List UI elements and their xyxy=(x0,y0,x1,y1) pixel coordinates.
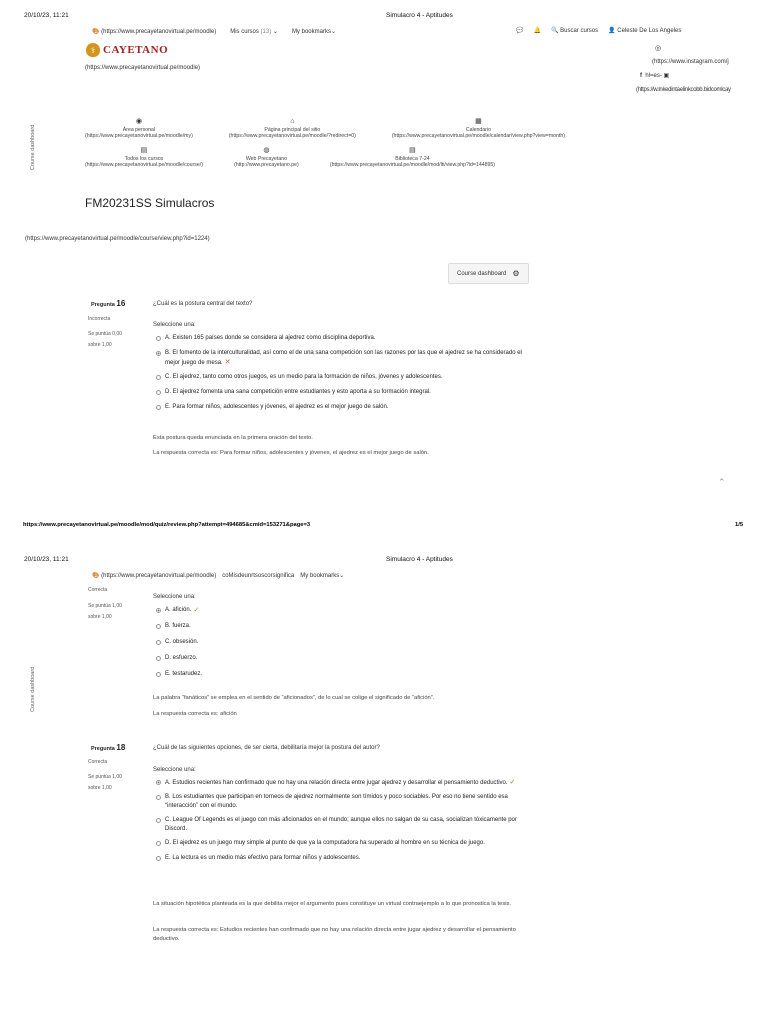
print-footer-url: https://www.precayetanovirtual.pe/moodle/mod/quiz/review.php?attempt=494685&cmid=153271&page=3 xyxy=(23,522,311,528)
chevron-down-icon: ⌄ xyxy=(330,29,336,35)
q16-option-a[interactable]: A. Existen 165 países donde se considera al ajedrez como disciplina deportiva. xyxy=(156,334,536,343)
logo-url: (https://www.precayetanovirtual.pe/moodle) xyxy=(85,65,201,71)
course-dashboard-sidebar-label-2[interactable]: Course dashboard xyxy=(30,666,36,712)
top-navbar-2 xyxy=(92,572,344,579)
radio-button-selected[interactable] xyxy=(156,351,161,356)
q18-options xyxy=(156,778,536,863)
q17-options xyxy=(156,606,536,679)
course-dashboard-sidebar-label[interactable]: Course dashboard xyxy=(30,124,36,170)
overlapping-social-urls[interactable]: (https://w.lnkedintaelinkcobb.bidcomlcay xyxy=(636,87,731,93)
nav-web-precayetano[interactable]: ◍ Web Precayetano (http://www.precayetano.pe) xyxy=(234,147,299,168)
q18-option-b[interactable]: B. Los estudiantes que participan en torneos de ajedrez normalmente son tímidos y poco sociables. Por eso no tiene sentido esa “interacción” con el mundo. xyxy=(156,793,528,811)
q17-option-c[interactable]: C. obsesión. xyxy=(156,638,536,647)
library-icon: ▤ xyxy=(409,147,416,154)
q16-number: Pregunta 16 xyxy=(91,299,126,308)
q18-option-e[interactable]: E. La lectura es un medio más efectivo para formar niños y adolescentes. xyxy=(156,854,536,863)
dashboard-icon: ◉ xyxy=(135,118,142,125)
instagram-icon[interactable]: ◎ xyxy=(655,45,662,52)
radio-button[interactable] xyxy=(156,656,161,661)
q18-feedback: La situación hipotética planteada es la que debilita mejor el argumento pues constituye un virtual contraejemplo a lo que pronostica la tesis. xyxy=(153,901,512,907)
q18-score-2: sobre 1,00 xyxy=(88,785,112,791)
bell-icon[interactable]: 🔔 xyxy=(533,28,541,34)
q18-option-a[interactable]: A. Estudios recientes han confirmado que no hay una relación directa entre jugar ajedrez y desarrollar el pensamiento deductivo. ✓ xyxy=(156,778,528,788)
nav-area-personal[interactable]: ◉ Área personal (https://www.precayetanovirtual.pe/moodle/my) xyxy=(85,118,193,139)
print-page-number: 1/5 xyxy=(735,522,744,528)
q16-correct-answer: La respuesta correcta es: Para formar niños, adolescentes y jóvenes, el ajedrez es el mejor juego de salón. xyxy=(153,450,429,456)
site-logo[interactable]: ⚕ CAYETANO xyxy=(86,43,168,57)
messages-icon[interactable]: 💬 xyxy=(516,28,524,34)
calendar-icon: ▦ xyxy=(475,118,482,125)
q17-score-1: Se puntúa 1,00 xyxy=(88,603,122,609)
q18-number: Pregunta 18 xyxy=(91,743,126,752)
radio-button[interactable] xyxy=(156,390,161,395)
radio-button-selected[interactable] xyxy=(156,780,161,785)
q18-status: Correcta xyxy=(88,759,108,765)
palette-icon: 🎨 xyxy=(92,29,100,35)
q16-score-2: sobre 1,00 xyxy=(88,342,112,348)
radio-button[interactable] xyxy=(156,375,161,380)
q18-option-c[interactable]: C. League Of Legends es el juego con más aficionados en el mundo; aunque ellos no salgan de su casa, socializan tóxicamente por Discord. xyxy=(156,816,528,834)
q16-option-c[interactable]: C. El ajedrez, tanto como otros juegos, es un medio para la formación de niños, jóvenes y adolescentes. xyxy=(156,373,536,382)
course-url[interactable]: (https://www.precayetanovirtual.pe/moodle/course/view.php?id=1224) xyxy=(25,236,210,242)
q17-option-a[interactable]: A. afición. ✓ xyxy=(156,606,536,615)
q18-prompt: Seleccione una: xyxy=(153,767,196,773)
q16-options xyxy=(156,334,536,412)
q17-option-e[interactable]: E. testarudez. xyxy=(156,670,536,679)
q16-option-e[interactable]: E. Para formar niños, adolescentes y jóvenes, el ajedrez es el mejor juego de salón. xyxy=(156,403,536,412)
q16-feedback: Esta postura queda enunciada en la primera oración del texto. xyxy=(153,435,313,441)
instagram-url[interactable]: (https://www.instagram.com/j xyxy=(652,59,729,65)
home-icon: ⌂ xyxy=(290,118,295,125)
radio-button[interactable] xyxy=(156,405,161,410)
radio-button[interactable] xyxy=(156,795,161,800)
radio-button[interactable] xyxy=(156,624,161,629)
correct-check-icon: ✓ xyxy=(509,779,516,786)
q16-score-1: Se puntúa 0,00 xyxy=(88,331,122,337)
nav-calendario[interactable]: ▦ Calendario (https://www.precayetanovirtual.pe/moodle/calendar/view.php?view=month) xyxy=(391,118,565,139)
q17-option-d[interactable]: D. esfuerzo. xyxy=(156,654,536,663)
search-icon: 🔍 xyxy=(550,28,559,34)
youtube-icon: ▣ xyxy=(663,73,670,79)
q16-question: ¿Cuál es la postura central del texto? xyxy=(153,301,253,307)
radio-button[interactable] xyxy=(156,818,161,823)
top-right-actions xyxy=(516,27,681,34)
q17-score-2: sobre 1,00 xyxy=(88,614,112,620)
user-menu[interactable]: 👤 Celeste De Los Angeles xyxy=(608,28,682,34)
print-title: Simulacro 4 - Aptitudes xyxy=(386,12,453,19)
print-datetime: 20/10/23, 11:21 xyxy=(24,12,69,19)
q17-status: Correcta xyxy=(88,587,108,593)
chevron-down-icon: ⌄ xyxy=(339,573,345,579)
course-title: FM20231SS Simulacros xyxy=(85,196,215,210)
back-to-top-chevron-icon[interactable]: ⌃ xyxy=(718,477,726,487)
q18-option-d[interactable]: D. El ajedrez es un juego muy simple al punto de que ya la computadora ha superado al hombre en su técnica de juego. xyxy=(156,839,536,848)
nav-pagina-principal[interactable]: ⌂ Página principal del sitio (https://www.precayetanovirtual.pe/moodle/?redirect=0) xyxy=(228,118,356,139)
gear-icon: ⚙ xyxy=(512,269,520,278)
home-link-2[interactable]: 🎨 (https://www.precayetanovirtual.pe/moodle) xyxy=(92,573,217,579)
user-icon: 👤 xyxy=(608,28,616,34)
facebook-link[interactable]: f hl=es- ▣ xyxy=(640,73,670,79)
caduceus-icon: ⚕ xyxy=(86,43,100,57)
top-navbar xyxy=(92,28,336,35)
nav-todos-cursos[interactable]: ▤ Todos los cursos (https://www.precayetanovirtual.pe/moodle/course/) xyxy=(85,147,203,168)
print-datetime-2: 20/10/23, 11:21 xyxy=(24,556,69,563)
search-courses-link[interactable]: 🔍 Buscar cursos xyxy=(550,28,599,34)
mis-cursos-menu[interactable]: Mis cursos (13) ⌄ xyxy=(230,29,278,35)
print-title-2: Simulacro 4 - Aptitudes xyxy=(386,556,453,563)
bookmarks-menu-2[interactable]: My bookmarks⌄ xyxy=(300,573,345,579)
radio-button[interactable] xyxy=(156,336,161,341)
q16-option-b[interactable]: B. El fomento de la interculturalidad, así como el de una sana competición son las razones por las que el ajedrez se ha considerado el mejor juego de mesa. ✕ xyxy=(156,349,528,368)
q17-option-b[interactable]: B. fuerza. xyxy=(156,622,536,631)
bookmarks-menu[interactable]: My bookmarks⌄ xyxy=(291,29,336,35)
radio-button[interactable] xyxy=(156,672,161,677)
nav-biblioteca[interactable]: ▤ Biblioteca 7-24 (https://www.precayetanovirtual.pe/moodle/mod/lti/view.php?id=144895) xyxy=(329,147,495,168)
course-dashboard-button[interactable]: Course dashboard ⚙ xyxy=(448,263,529,284)
radio-button[interactable] xyxy=(156,841,161,846)
q17-feedback: La palabra “fanáticos” se emplea en el sentido de “aficionados”, de lo cual se colige el significado de “afición”. xyxy=(153,695,435,701)
chevron-down-icon: ⌄ xyxy=(272,29,278,35)
q18-score-1: Se puntúa 1,00 xyxy=(88,774,122,780)
q16-prompt: Seleccione una: xyxy=(153,322,196,328)
q16-option-d[interactable]: D. El ajedrez fomenta una sana competición entre estudiantes y esto aporta a su formación integral. xyxy=(156,388,536,397)
overlapping-nav-text: coMisdeunrtsoscorsignifica xyxy=(222,572,295,579)
radio-button[interactable] xyxy=(156,856,161,861)
facebook-icon: f xyxy=(640,73,642,79)
home-link[interactable]: 🎨 (https://www.precayetanovirtual.pe/moodle) xyxy=(92,29,217,35)
q18-question: ¿Cuál de las siguientes opciones, de ser cierta, debilitaría mejor la postura del autor? xyxy=(153,745,380,751)
correct-check-icon: ✓ xyxy=(193,607,200,614)
q18-correct-answer: La respuesta correcta es: Estudios recientes han confirmado que no hay una relación directa entre jugar ajedrez y desarrollar el pensamiento deductivo. xyxy=(153,927,516,942)
globe-icon: ◍ xyxy=(263,147,270,154)
incorrect-x-icon: ✕ xyxy=(224,359,231,366)
nav-row-1 xyxy=(85,119,565,140)
q16-status: Incorrecta xyxy=(88,316,111,322)
radio-button[interactable] xyxy=(156,640,161,645)
book-icon: ▤ xyxy=(140,147,148,154)
nav-row-2 xyxy=(85,148,495,169)
radio-button-selected[interactable] xyxy=(156,608,161,613)
q17-prompt: Seleccione una: xyxy=(153,594,196,600)
q17-correct-answer: La respuesta correcta es: afición xyxy=(153,711,237,717)
palette-icon: 🎨 xyxy=(92,573,100,579)
